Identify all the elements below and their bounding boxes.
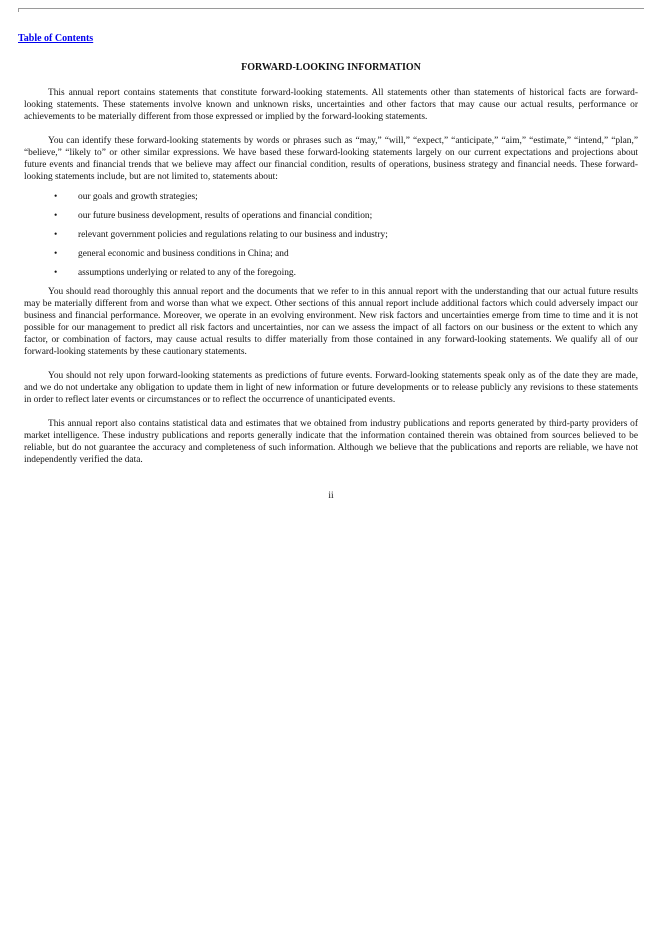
list-item-text: our goals and growth strategies; [78,192,198,202]
list-item-text: general economic and business conditions in China; and [78,249,289,259]
bullet-icon: • [54,249,58,259]
page-title: FORWARD-LOOKING INFORMATION [241,62,421,73]
list-item-text: relevant government policies and regulations relating to our business and industry; [78,230,388,240]
paragraph-read-thoroughly: You should read thoroughly this annual report and the documents that we refer to in this annual report with the understanding that our actual future results may be materially different from and worse than what we expect. Other sections of this annual report include additional factors which could adversely impact our business and financial performance. Moreover, we operate in an evolving environment. New risk factors and uncertainties emerge from time to time and it is not possible for our management to predict all risk factors and uncertainties, nor can we assess the impact of all factors on our business or the extent to which any factor, or combination of factors, may cause actual results to differ materially from those contained in any forward-looking statements. We qualify all of our forward-looking statements by these cautionary statements. [24,287,638,357]
table-of-contents-link[interactable]: Table of Contents [18,33,94,44]
list-item [24,210,638,222]
bullet-icon: • [54,211,58,221]
list-item [24,191,638,203]
document-page [18,28,638,478]
paragraph-do-not-rely: You should not rely upon forward-looking statements as predictions of future events. Forward-looking statements speak only as of the date they are made, and we do not undertake any obligation to update them in light of new information or future developments or to release publicly any revisions to these statements in order to reflect later events or circumstances or to reflect the occurrence of unanticipated events. [24,371,638,405]
top-divider [18,8,644,9]
paragraph-intro: This annual report contains statements that constitute forward-looking statements. All statements other than statements of historical facts are forward-looking statements. These statements involve known and unknown risks, uncertainties and other factors that may cause our actual results, performance or achievements to be materially different from those expressed or implied by the forward-looking statements. [24,88,638,122]
bullet-icon: • [54,268,58,278]
list-item-text: assumptions underlying or related to any of the foregoing. [78,268,296,278]
paragraph-statistical-data: This annual report also contains statistical data and estimates that we obtained from industry publications and reports generated by third-party providers of market intelligence. These industry publications and reports generally indicate that the information contained therein was obtained from sources believed to be reliable, but do not guarantee the accuracy and completeness of such information. Although we believe that the publications and reports are reliable, we have not independently verified the data. [24,419,638,465]
bullet-icon: • [54,192,58,202]
list-item [24,267,638,279]
statement-list [24,191,638,279]
top-divider-cap [18,8,19,12]
list-item [24,229,638,241]
bullet-icon: • [54,230,58,240]
page-number: ii [328,491,334,501]
list-item-text: our future business development, results of operations and financial condition; [78,211,373,221]
paragraph-identify: You can identify these forward-looking statements by words or phrases such as “may,” “will,” “expect,” “anticipate,” “aim,” “estimate,” “intend,” “plan,” “believe,” “likely to” or other similar expressions. We have based these forward-looking statements largely on our current expectations and projections about future events and financial trends that we believe may affect our financial condition, results of operations, business strategy and financial needs. These forward-looking statements include, but are not limited to, statements about: [24,136,638,182]
list-item [24,248,638,260]
